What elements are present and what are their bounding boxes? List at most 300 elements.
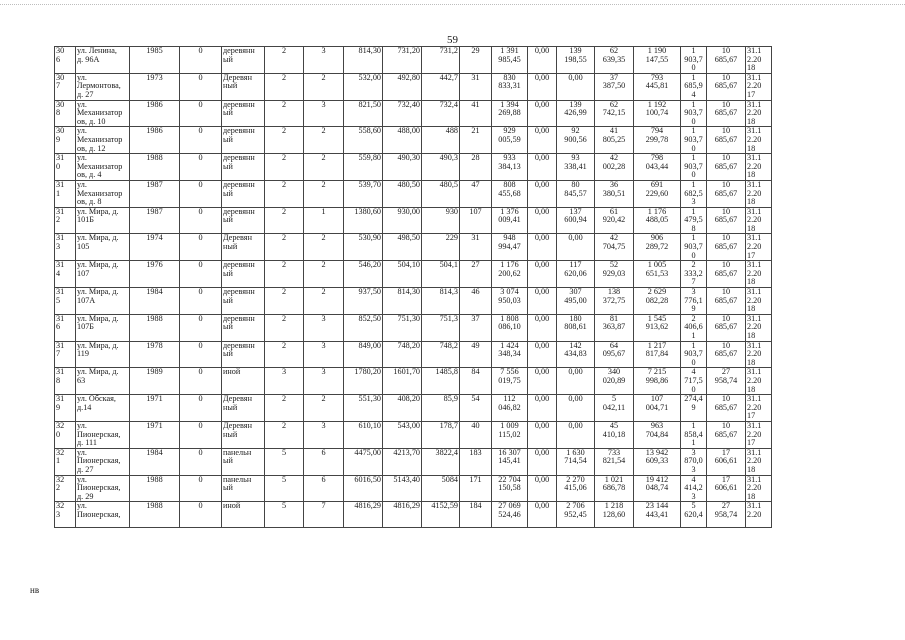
cell-residents: 40 — [460, 421, 492, 448]
table-row — [55, 73, 772, 100]
table-row — [55, 314, 772, 341]
cell-row-number: 32 1 — [55, 448, 76, 475]
cell-residents: 54 — [460, 395, 492, 422]
cell-cost-per-sqm: 1 903,7 0 — [681, 341, 707, 368]
cell-local-funds: 1 218 128,60 — [595, 502, 634, 528]
cell-floors: 5 — [265, 502, 304, 528]
cell-living-area: 490,30 — [383, 154, 422, 181]
cell-wear: 0 — [180, 448, 222, 475]
cell-cost-per-sqm: 3 776,1 9 — [681, 288, 707, 315]
cell-total-cost: 3 074 950,03 — [492, 288, 528, 315]
cell-fed-funds: 0,00 — [528, 234, 557, 261]
cell-row-number: 30 7 — [55, 73, 76, 100]
cell-year-built: 1985 — [130, 47, 180, 74]
cell-residents: 49 — [460, 341, 492, 368]
cell-total-area: 610,10 — [344, 421, 383, 448]
cell-wear: 0 — [180, 288, 222, 315]
table-row — [55, 288, 772, 315]
cell-row-number: 31 0 — [55, 154, 76, 181]
cell-cost-per-sqm: 1 903,7 0 — [681, 234, 707, 261]
cell-wear: 0 — [180, 234, 222, 261]
cell-private-area: 504,1 — [422, 261, 460, 288]
cell-owner-funds: 906 289,72 — [634, 234, 681, 261]
cell-owner-funds: 1 190 147,55 — [634, 47, 681, 74]
cell-total-area: 937,50 — [344, 288, 383, 315]
cell-total-area: 1380,60 — [344, 207, 383, 234]
cell-cost-per-sqm: 1 903,7 0 — [681, 154, 707, 181]
cell-year-built: 1988 — [130, 314, 180, 341]
cell-year-built: 1973 — [130, 73, 180, 100]
cell-total-cost: 1 176 200,62 — [492, 261, 528, 288]
table-row — [55, 100, 772, 127]
cell-total-area: 4816,29 — [344, 502, 383, 528]
cell-residents: 27 — [460, 261, 492, 288]
cell-local-funds: 1 021 686,78 — [595, 475, 634, 502]
cell-cost-per-sqm: 1 479,5 8 — [681, 207, 707, 234]
cell-total-area: 1780,20 — [344, 368, 383, 395]
cell-max-cost-per-sqm: 10 685,67 — [707, 421, 746, 448]
cell-cost-per-sqm: 2 333,2 7 — [681, 261, 707, 288]
cell-entrances: 2 — [304, 73, 344, 100]
cell-owner-funds: 691 229,60 — [634, 180, 681, 207]
cell-entrances: 1 — [304, 207, 344, 234]
cell-region-funds: 93 338,41 — [557, 154, 595, 181]
cell-entrances: 3 — [304, 47, 344, 74]
cell-row-number: 30 8 — [55, 100, 76, 127]
cell-max-cost-per-sqm: 10 685,67 — [707, 234, 746, 261]
cell-owner-funds: 2 629 082,28 — [634, 288, 681, 315]
cell-wall-material: Деревян ный — [222, 395, 265, 422]
cell-row-number: 32 3 — [55, 502, 76, 528]
cell-local-funds: 36 380,51 — [595, 180, 634, 207]
cell-owner-funds: 1 176 488,05 — [634, 207, 681, 234]
cell-wall-material: деревянн ый — [222, 341, 265, 368]
cell-year-built: 1976 — [130, 261, 180, 288]
cell-region-funds: 137 600,94 — [557, 207, 595, 234]
cell-address: ул. Пионерская, — [76, 502, 130, 528]
cell-total-cost: 1 424 348,34 — [492, 341, 528, 368]
cell-entrances: 2 — [304, 154, 344, 181]
cell-region-funds: 0,00 — [557, 395, 595, 422]
cell-total-cost: 22 704 150,58 — [492, 475, 528, 502]
cell-fed-funds: 0,00 — [528, 47, 557, 74]
footer-mark: нв — [30, 585, 40, 595]
cell-cost-per-sqm: 1 682,5 3 — [681, 180, 707, 207]
cell-address: ул. Ленина, д. 96А — [76, 47, 130, 74]
cell-private-area: 488 — [422, 127, 460, 154]
cell-year-built: 1987 — [130, 207, 180, 234]
cell-total-cost: 830 833,31 — [492, 73, 528, 100]
cell-row-number: 31 1 — [55, 180, 76, 207]
cell-wall-material: деревянн ый — [222, 154, 265, 181]
cell-year-built: 1986 — [130, 127, 180, 154]
cell-region-funds: 92 900,56 — [557, 127, 595, 154]
table-row — [55, 180, 772, 207]
cell-total-area: 849,00 — [344, 341, 383, 368]
cell-total-cost: 929 005,59 — [492, 127, 528, 154]
cell-entrances: 2 — [304, 180, 344, 207]
cell-max-cost-per-sqm: 27 958,74 — [707, 502, 746, 528]
cell-row-number: 31 2 — [55, 207, 76, 234]
cell-living-area: 5143,40 — [383, 475, 422, 502]
cell-local-funds: 52 929,03 — [595, 261, 634, 288]
cell-residents: 29 — [460, 47, 492, 74]
cell-total-area: 558,60 — [344, 127, 383, 154]
cell-owner-funds: 107 004,71 — [634, 395, 681, 422]
cell-residents: 47 — [460, 180, 492, 207]
cell-total-area: 6016,50 — [344, 475, 383, 502]
cell-total-area: 530,90 — [344, 234, 383, 261]
cell-row-number: 31 4 — [55, 261, 76, 288]
cell-living-area: 504,10 — [383, 261, 422, 288]
cell-region-funds: 307 495,00 — [557, 288, 595, 315]
cell-address: ул. Пионерская, д. 29 — [76, 475, 130, 502]
cell-fed-funds: 0,00 — [528, 207, 557, 234]
cell-private-area: 480,5 — [422, 180, 460, 207]
cell-wear: 0 — [180, 207, 222, 234]
cell-owner-funds: 7 215 998,86 — [634, 368, 681, 395]
table-row — [55, 395, 772, 422]
cell-entrances: 3 — [304, 314, 344, 341]
cell-row-number: 32 2 — [55, 475, 76, 502]
cell-address: ул. Мира, д. 105 — [76, 234, 130, 261]
cell-year-built: 1971 — [130, 421, 180, 448]
cell-deadline: 31.1 2.20 18 — [746, 448, 772, 475]
cell-max-cost-per-sqm: 27 958,74 — [707, 368, 746, 395]
cell-region-funds: 0,00 — [557, 73, 595, 100]
cell-address: ул. Мира, д. 119 — [76, 341, 130, 368]
cell-total-cost: 808 455,68 — [492, 180, 528, 207]
cell-local-funds: 37 387,50 — [595, 73, 634, 100]
cell-wall-material: деревянн ый — [222, 261, 265, 288]
cell-cost-per-sqm: 3 870,0 3 — [681, 448, 707, 475]
cell-row-number: 31 6 — [55, 314, 76, 341]
cell-floors: 2 — [265, 73, 304, 100]
table-row — [55, 127, 772, 154]
cell-living-area: 748,20 — [383, 341, 422, 368]
cell-wear: 0 — [180, 395, 222, 422]
cell-deadline: 31.1 2.20 17 — [746, 73, 772, 100]
cell-living-area: 408,20 — [383, 395, 422, 422]
cell-residents: 84 — [460, 368, 492, 395]
cell-entrances: 7 — [304, 502, 344, 528]
cell-wear: 0 — [180, 341, 222, 368]
cell-deadline: 31.1 2.20 18 — [746, 47, 772, 74]
cell-owner-funds: 1 005 651,53 — [634, 261, 681, 288]
cell-fed-funds: 0,00 — [528, 100, 557, 127]
cell-address: ул. Мира, д. 107А — [76, 288, 130, 315]
cell-floors: 2 — [265, 341, 304, 368]
cell-wall-material: панельн ый — [222, 448, 265, 475]
cell-owner-funds: 793 445,81 — [634, 73, 681, 100]
cell-entrances: 3 — [304, 421, 344, 448]
cell-year-built: 1974 — [130, 234, 180, 261]
cell-floors: 5 — [265, 475, 304, 502]
cell-floors: 2 — [265, 154, 304, 181]
cell-wall-material: иной — [222, 502, 265, 528]
table-row — [55, 502, 772, 528]
cell-wear: 0 — [180, 127, 222, 154]
cell-row-number: 31 5 — [55, 288, 76, 315]
cell-deadline: 31.1 2.20 18 — [746, 127, 772, 154]
cell-region-funds: 2 706 952,45 — [557, 502, 595, 528]
cell-wall-material: деревянн ый — [222, 180, 265, 207]
cell-region-funds: 139 198,55 — [557, 47, 595, 74]
cell-total-cost: 1 009 115,02 — [492, 421, 528, 448]
cell-cost-per-sqm: 2 406,6 1 — [681, 314, 707, 341]
cell-living-area: 751,30 — [383, 314, 422, 341]
cell-wall-material: деревянн ый — [222, 47, 265, 74]
cell-total-area: 559,80 — [344, 154, 383, 181]
cell-entrances: 2 — [304, 261, 344, 288]
cell-private-area: 930 — [422, 207, 460, 234]
cell-deadline: 31.1 2.20 18 — [746, 314, 772, 341]
cell-local-funds: 41 805,25 — [595, 127, 634, 154]
table-row — [55, 47, 772, 74]
cell-wall-material: деревянн ый — [222, 100, 265, 127]
cell-cost-per-sqm: 4 717,5 0 — [681, 368, 707, 395]
cell-total-area: 4475,00 — [344, 448, 383, 475]
cell-fed-funds: 0,00 — [528, 368, 557, 395]
cell-owner-funds: 963 704,84 — [634, 421, 681, 448]
cell-wear: 0 — [180, 261, 222, 288]
cell-deadline: 31.1 2.20 18 — [746, 288, 772, 315]
cell-total-area: 546,20 — [344, 261, 383, 288]
cell-wear: 0 — [180, 475, 222, 502]
cell-year-built: 1988 — [130, 502, 180, 528]
cell-deadline: 31.1 2.20 — [746, 502, 772, 528]
table-row — [55, 234, 772, 261]
cell-living-area: 498,50 — [383, 234, 422, 261]
page-number: 59 — [447, 34, 458, 46]
cell-private-area: 4152,59 — [422, 502, 460, 528]
cell-wear: 0 — [180, 47, 222, 74]
cell-region-funds: 1 630 714,54 — [557, 448, 595, 475]
cell-floors: 2 — [265, 127, 304, 154]
cell-year-built: 1987 — [130, 180, 180, 207]
cell-local-funds: 5 042,11 — [595, 395, 634, 422]
cell-private-area: 3822,4 — [422, 448, 460, 475]
cell-residents: 31 — [460, 234, 492, 261]
cell-wall-material: Деревян ный — [222, 234, 265, 261]
cell-private-area: 814,3 — [422, 288, 460, 315]
cell-entrances: 6 — [304, 475, 344, 502]
cell-address: ул. Лермонтова, д. 27 — [76, 73, 130, 100]
cell-entrances: 2 — [304, 234, 344, 261]
cell-deadline: 31.1 2.20 18 — [746, 180, 772, 207]
table-row — [55, 341, 772, 368]
cell-year-built: 1984 — [130, 288, 180, 315]
cell-wear: 0 — [180, 154, 222, 181]
table-body — [55, 47, 772, 528]
cell-max-cost-per-sqm: 10 685,67 — [707, 395, 746, 422]
cell-total-cost: 1 376 009,41 — [492, 207, 528, 234]
cell-fed-funds: 0,00 — [528, 341, 557, 368]
cell-region-funds: 139 426,99 — [557, 100, 595, 127]
cell-local-funds: 42 704,75 — [595, 234, 634, 261]
cell-total-cost: 1 394 269,88 — [492, 100, 528, 127]
cell-floors: 2 — [265, 314, 304, 341]
cell-living-area: 4213,70 — [383, 448, 422, 475]
cell-local-funds: 42 002,28 — [595, 154, 634, 181]
cell-owner-funds: 1 192 100,74 — [634, 100, 681, 127]
cell-residents: 21 — [460, 127, 492, 154]
cell-deadline: 31.1 2.20 18 — [746, 368, 772, 395]
cell-residents: 28 — [460, 154, 492, 181]
cell-cost-per-sqm: 1 903,7 0 — [681, 127, 707, 154]
table-row — [55, 448, 772, 475]
cell-region-funds: 2 270 415,06 — [557, 475, 595, 502]
cell-owner-funds: 1 217 817,84 — [634, 341, 681, 368]
cell-region-funds: 0,00 — [557, 368, 595, 395]
cell-wall-material: Деревян ный — [222, 421, 265, 448]
cell-wall-material: деревянн ый — [222, 314, 265, 341]
cell-private-area: 748,2 — [422, 341, 460, 368]
cell-wall-material: иной — [222, 368, 265, 395]
cell-address: ул. Мира, д. 107 — [76, 261, 130, 288]
cell-local-funds: 733 821,54 — [595, 448, 634, 475]
cell-total-area: 551,30 — [344, 395, 383, 422]
cell-deadline: 31.1 2.20 18 — [746, 100, 772, 127]
cell-residents: 184 — [460, 502, 492, 528]
cell-floors: 2 — [265, 421, 304, 448]
cell-max-cost-per-sqm: 10 685,67 — [707, 261, 746, 288]
cell-year-built: 1984 — [130, 448, 180, 475]
cell-cost-per-sqm: 1 685,9 4 — [681, 73, 707, 100]
cell-private-area: 178,7 — [422, 421, 460, 448]
cell-region-funds: 80 845,57 — [557, 180, 595, 207]
cell-residents: 41 — [460, 100, 492, 127]
table-row — [55, 207, 772, 234]
cell-wear: 0 — [180, 100, 222, 127]
cell-private-area: 229 — [422, 234, 460, 261]
cell-wear: 0 — [180, 180, 222, 207]
cell-year-built: 1971 — [130, 395, 180, 422]
cell-local-funds: 45 410,18 — [595, 421, 634, 448]
cell-row-number: 30 9 — [55, 127, 76, 154]
cell-year-built: 1986 — [130, 100, 180, 127]
cell-floors: 3 — [265, 368, 304, 395]
cell-region-funds: 142 434,83 — [557, 341, 595, 368]
cell-owner-funds: 794 299,78 — [634, 127, 681, 154]
cell-fed-funds: 0,00 — [528, 475, 557, 502]
cell-private-area: 442,7 — [422, 73, 460, 100]
cell-floors: 2 — [265, 234, 304, 261]
cell-entrances: 3 — [304, 368, 344, 395]
cell-owner-funds: 1 545 913,62 — [634, 314, 681, 341]
cell-owner-funds: 798 043,44 — [634, 154, 681, 181]
cell-max-cost-per-sqm: 10 685,67 — [707, 288, 746, 315]
cell-fed-funds: 0,00 — [528, 154, 557, 181]
cell-total-cost: 933 384,13 — [492, 154, 528, 181]
cell-living-area: 814,30 — [383, 288, 422, 315]
cell-wall-material: деревянн ый — [222, 127, 265, 154]
cell-year-built: 1988 — [130, 154, 180, 181]
cell-residents: 31 — [460, 73, 492, 100]
cell-living-area: 543,00 — [383, 421, 422, 448]
cell-deadline: 31.1 2.20 18 — [746, 261, 772, 288]
cell-floors: 2 — [265, 261, 304, 288]
cell-address: ул. Механизатор ов, д. 4 — [76, 154, 130, 181]
cell-address: ул. Мира, д. 101Б — [76, 207, 130, 234]
table-row — [55, 368, 772, 395]
cell-total-cost: 112 046,82 — [492, 395, 528, 422]
cell-wear: 0 — [180, 368, 222, 395]
cell-deadline: 31.1 2.20 17 — [746, 395, 772, 422]
cell-year-built: 1988 — [130, 475, 180, 502]
cell-max-cost-per-sqm: 17 606,61 — [707, 475, 746, 502]
cell-living-area: 731,20 — [383, 47, 422, 74]
cell-living-area: 1601,70 — [383, 368, 422, 395]
cell-living-area: 732,40 — [383, 100, 422, 127]
cell-address: ул. Обская, д.14 — [76, 395, 130, 422]
cell-address: ул. Пионерская, д. 111 — [76, 421, 130, 448]
cell-total-cost: 1 391 985,45 — [492, 47, 528, 74]
cell-wear: 0 — [180, 502, 222, 528]
cell-deadline: 31.1 2.20 18 — [746, 207, 772, 234]
cell-floors: 2 — [265, 180, 304, 207]
cell-wall-material: деревянн ый — [222, 288, 265, 315]
cell-local-funds: 64 095,67 — [595, 341, 634, 368]
cell-deadline: 31.1 2.20 18 — [746, 341, 772, 368]
cell-floors: 2 — [265, 100, 304, 127]
cell-living-area: 492,80 — [383, 73, 422, 100]
cell-private-area: 751,3 — [422, 314, 460, 341]
table-row — [55, 421, 772, 448]
cell-max-cost-per-sqm: 17 606,61 — [707, 448, 746, 475]
cell-wall-material: панельн ый — [222, 475, 265, 502]
cell-address: ул. Механизатор ов, д. 8 — [76, 180, 130, 207]
cell-fed-funds: 0,00 — [528, 502, 557, 528]
cell-residents: 37 — [460, 314, 492, 341]
cell-cost-per-sqm: 1 903,7 0 — [681, 47, 707, 74]
cell-row-number: 30 6 — [55, 47, 76, 74]
cell-local-funds: 61 920,42 — [595, 207, 634, 234]
cell-cost-per-sqm: 274,4 9 — [681, 395, 707, 422]
cell-total-area: 532,00 — [344, 73, 383, 100]
cell-local-funds: 62 742,15 — [595, 100, 634, 127]
cell-private-area: 490,3 — [422, 154, 460, 181]
cell-floors: 2 — [265, 47, 304, 74]
cell-entrances: 6 — [304, 448, 344, 475]
cell-deadline: 31.1 2.20 18 — [746, 154, 772, 181]
cell-residents: 171 — [460, 475, 492, 502]
cell-wear: 0 — [180, 421, 222, 448]
cell-fed-funds: 0,00 — [528, 288, 557, 315]
cell-wear: 0 — [180, 314, 222, 341]
table-row — [55, 261, 772, 288]
cell-entrances: 3 — [304, 100, 344, 127]
cell-row-number: 31 7 — [55, 341, 76, 368]
cell-fed-funds: 0,00 — [528, 73, 557, 100]
cell-total-cost: 16 307 145,41 — [492, 448, 528, 475]
cell-cost-per-sqm: 1 858,4 1 — [681, 421, 707, 448]
cell-row-number: 31 9 — [55, 395, 76, 422]
cell-address: ул. Механизатор ов, д. 10 — [76, 100, 130, 127]
cell-region-funds: 0,00 — [557, 234, 595, 261]
cell-fed-funds: 0,00 — [528, 127, 557, 154]
cell-entrances: 2 — [304, 127, 344, 154]
cell-living-area: 4816,29 — [383, 502, 422, 528]
cell-total-area: 539,70 — [344, 180, 383, 207]
cell-max-cost-per-sqm: 10 685,67 — [707, 314, 746, 341]
cell-max-cost-per-sqm: 10 685,67 — [707, 207, 746, 234]
cell-fed-funds: 0,00 — [528, 395, 557, 422]
cell-private-area: 5084 — [422, 475, 460, 502]
cell-year-built: 1989 — [130, 368, 180, 395]
cell-local-funds: 81 363,87 — [595, 314, 634, 341]
cell-private-area: 1485,8 — [422, 368, 460, 395]
